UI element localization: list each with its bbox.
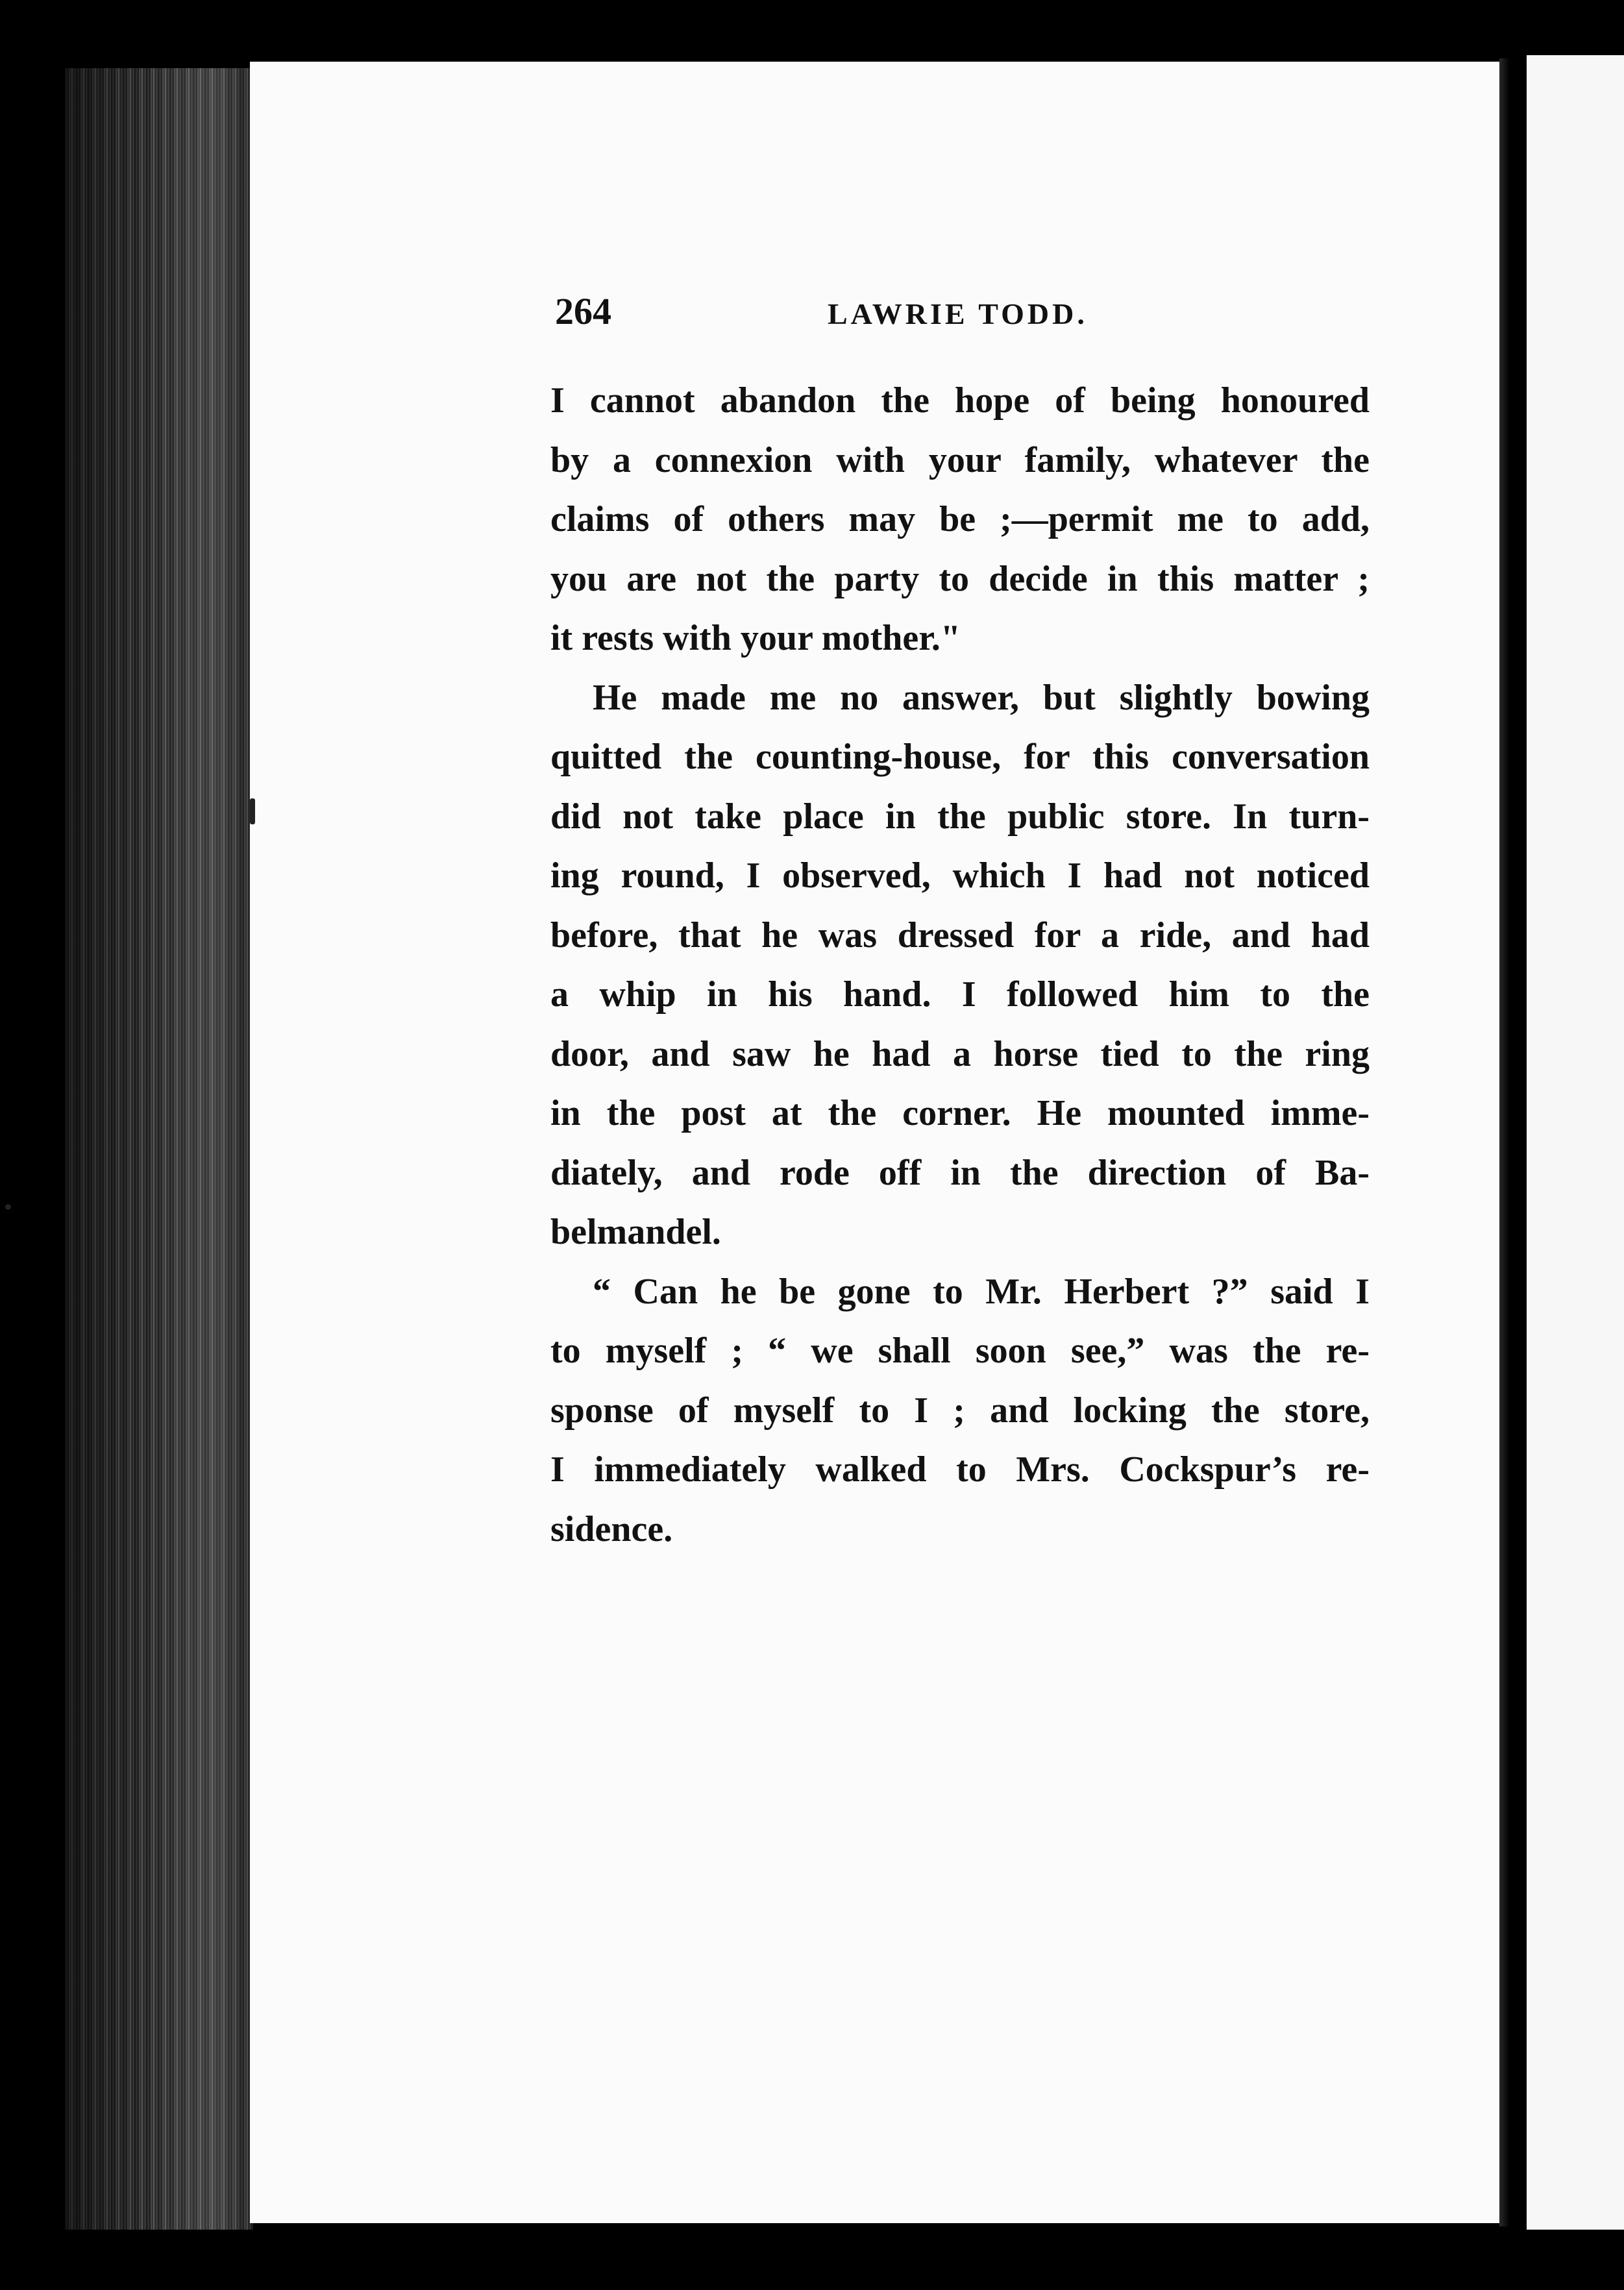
page-number: 264 xyxy=(555,290,611,332)
text-line: a whip in his hand. I followed him to the xyxy=(550,974,1370,1015)
text-line: He made me no answer, but slightly bowing xyxy=(593,677,1370,718)
scan-speck xyxy=(250,798,255,824)
text-line: I immediately walked to Mrs. Cockspur’s re- xyxy=(550,1449,1370,1490)
paragraph xyxy=(550,1262,1370,1560)
text-line: did not take place in the public store. In turn- xyxy=(550,796,1370,837)
paragraph xyxy=(550,371,1370,669)
text-line: in the post at the corner. He mounted imme- xyxy=(550,1093,1370,1133)
text-line: by a connexion with your family, whatever the xyxy=(550,439,1370,480)
gutter-shadow xyxy=(1499,58,1525,2226)
facing-page xyxy=(1527,55,1624,2230)
page-edges xyxy=(65,68,253,2230)
text-line: ing round, I observed, which I had not noticed xyxy=(550,856,1370,896)
running-head: LAWRIE TODD. xyxy=(828,297,1088,330)
text-line: “ Can he be gone to Mr. Herbert ?” said I xyxy=(593,1271,1370,1312)
text-line: I cannot abandon the hope of being honoured xyxy=(550,380,1370,421)
scan-speck xyxy=(5,1204,11,1210)
text-line: diately, and rode off in the direction of Ba- xyxy=(550,1152,1370,1193)
body-text xyxy=(550,371,1370,1559)
text-line: sponse of myself to I ; and locking the store, xyxy=(550,1390,1370,1431)
text-line: claims of others may be ;—permit me to add, xyxy=(550,499,1370,539)
text-line: it rests with your mother." xyxy=(550,618,961,658)
paragraph xyxy=(550,669,1370,1262)
text-line: belmandel. xyxy=(550,1212,721,1252)
text-line: before, that he was dressed for a ride, and had xyxy=(550,915,1370,955)
page-header xyxy=(555,286,1370,338)
text-line: door, and saw he had a horse tied to the ring xyxy=(550,1033,1370,1074)
text-line: to myself ; “ we shall soon see,” was the re- xyxy=(550,1331,1370,1371)
text-line: sidence. xyxy=(550,1508,673,1549)
text-line: you are not the party to decide in this matter ; xyxy=(550,558,1370,599)
text-line: quitted the counting-house, for this conversation xyxy=(550,737,1370,777)
